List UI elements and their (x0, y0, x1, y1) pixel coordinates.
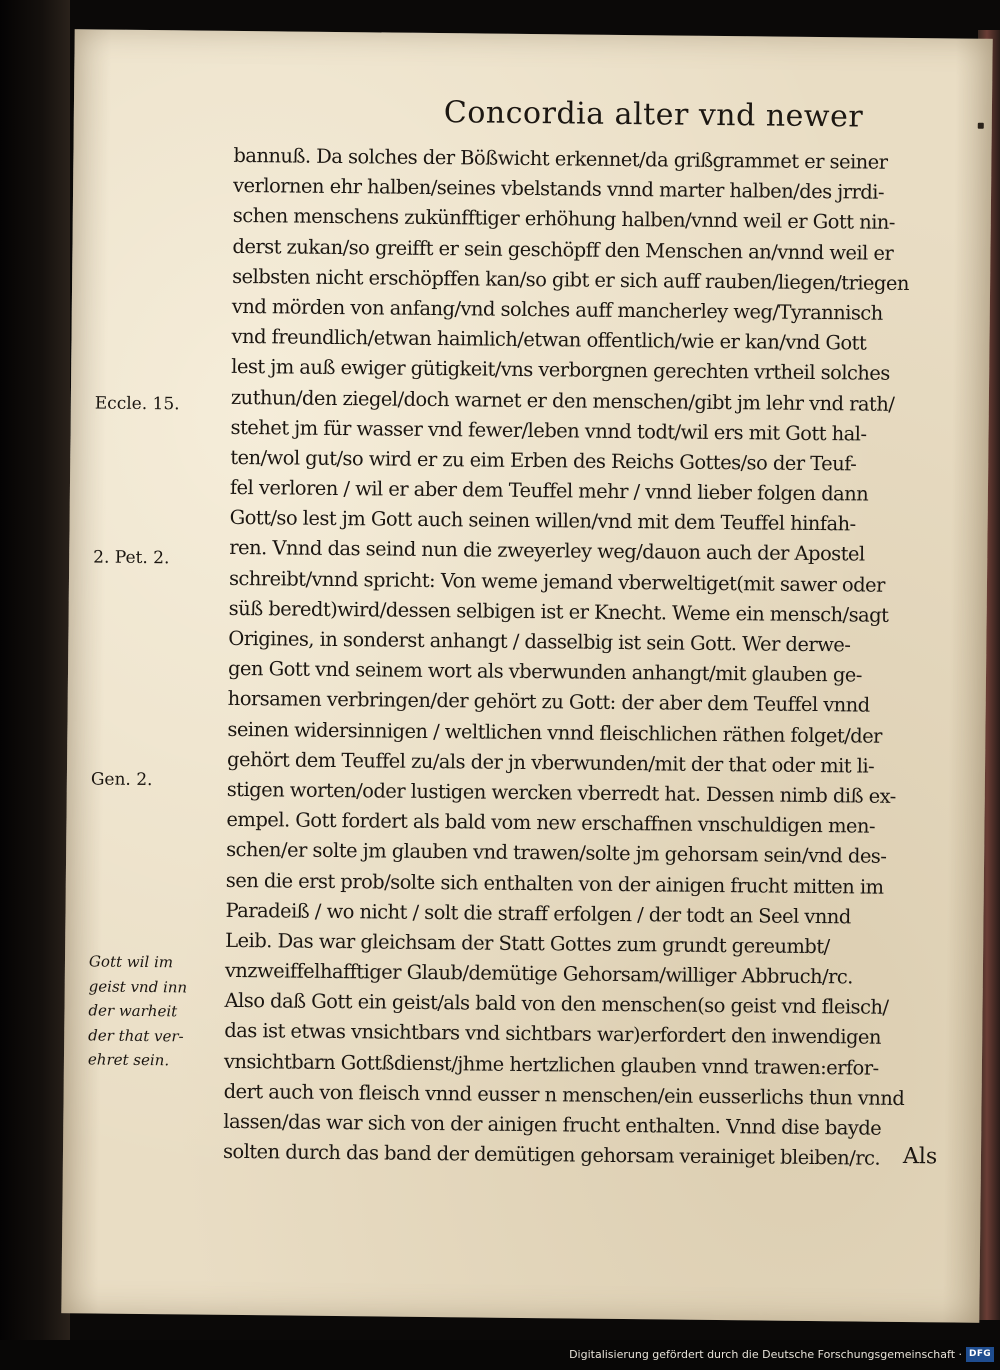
funding-notice: Digitalisierung gefördert durch die Deutsche Forschungsgemeinschaft · (569, 1348, 962, 1361)
text-line: Paradeiß / wo nicht / solt die straff erfolgen / der todt an Seel vnnd (225, 898, 851, 929)
text-line: empel. Gott fordert als bald vom new erschaffnen vnschuldigen men- (226, 807, 876, 838)
footer-bar (0, 1340, 1000, 1370)
text-line: vnd freundlich/etwan haimlich/etwan offentlich/wie er kan/vnd Gott (231, 325, 867, 355)
text-line: seinen widersinnigen / weltlichen vnnd fleischlichen räthen folget/der (227, 717, 883, 748)
text-line: Gott/so lest jm Gott auch seinen willen/vnd mit dem Teuffel hinfah- (229, 506, 856, 536)
marginal-line: Gott wil im (88, 952, 174, 972)
text-line: vnd mörden von anfang/vnd solches auff mancherley weg/Tyrannisch (231, 294, 883, 325)
text-line: vnzweiffelhafftiger Glaub/demütige Gehorsam/williger Abbruch/rc. (224, 958, 854, 989)
text-line: selbsten nicht erschöpffen kan/so gibt er sich auff rauben/liegen/triegen (232, 264, 910, 295)
text-line: das ist etwas vnsichtbars vnd sichtbars war)erfordert den inwendigen (224, 1019, 882, 1050)
text-line: gehört dem Teuffel zu/als der jn vberwunden/mit der that oder mit li- (226, 747, 875, 778)
text-line: fel verloren / wil er aber dem Teuffel mehr / vnnd lieber folgen dann (229, 475, 869, 506)
marginal-note-gott (88, 949, 219, 1073)
text-line: zuthun/den ziegel/doch warnet er den menschen/gibt jm lehr vnd rath/ (230, 385, 895, 416)
marginal-line: ehret sein. (87, 1050, 170, 1070)
marginal-line: geist vnd inn (88, 976, 188, 996)
text-line: Leib. Das war gleichsam der Statt Gottes zum grundt gereumbt/ (225, 928, 830, 959)
text-line: ten/wol gut/so wird er zu eim Erben des Reichs Gottes/so der Teuf- (230, 445, 857, 476)
marginal-note-gen: Gen. 2. (90, 769, 153, 791)
text-line: schreibt/vnnd spricht: Von weme jemand vberweltiget(mit sawer oder (228, 566, 886, 597)
text-line: Also daß Gott ein geist/als bald von den menschen(so geist vnd fleisch/ (224, 989, 889, 1020)
ink-mark (978, 123, 984, 129)
marginal-note-eccle: Eccle. 15. (94, 393, 180, 415)
text-line: stigen worten/oder lustigen wercken vberredt hat. Dessen nimb diß ex- (226, 777, 896, 808)
text-line: stehet jm für wasser vnd fewer/leben vnnd todt/wil ers mit Gott hal- (230, 415, 867, 446)
text-line: dert auch von fleisch vnnd eusser n menschen/ein eusserlichs thun vnnd (223, 1079, 905, 1110)
body-text (223, 141, 974, 1175)
text-line: verlornen ehr halben/seines vbelstands vnnd marter halben/des jrrdi- (232, 174, 885, 204)
text-line: horsamen verbringen/der gehört zu Gott: der aber dem Teuffel vnnd (227, 687, 870, 717)
text-line: ren. Vnnd das seind nun die zweyerley weg/dauon auch der Apostel (229, 536, 865, 566)
marginal-line: der that ver- (88, 1025, 184, 1045)
catchword: Als (902, 1143, 938, 1170)
text-line: süß beredt)wird/dessen selbigen ist er Knecht. Weme ein mensch/sagt (228, 596, 889, 627)
text-line: derst zukan/so greifft er sein geschöpff den Menschen an/vnnd weil er (232, 234, 894, 265)
text-line: solten durch das band der demütigen gehorsam verainiget bleiben/rc. (222, 1140, 881, 1170)
text-line: Origines, in sonderst anhangt / dasselbig ist sein Gott. Wer derwe- (228, 626, 851, 657)
marginal-line: der warheit (88, 1001, 178, 1021)
text-line: gen Gott vnd seinem wort als vberwunden anhangt/mit glauben ge- (227, 657, 862, 687)
text-line: lassen/das war sich von der ainigen frucht enthalten. Vnnd dise bayde (223, 1109, 882, 1140)
marginal-note-pet: 2. Pet. 2. (93, 547, 170, 569)
text-line: schen/er solte jm glauben vnd trawen/solte jm gehorsam sein/vnd des- (226, 838, 887, 869)
text-line: schen menschens zukünfftiger erhöhung halben/vnnd weil er Gott nin- (232, 204, 896, 235)
text-line: sen die erst prob/solte sich enthalten von der ainigen frucht mitten im (225, 868, 884, 899)
running-head: Concordia alter vnd newer (443, 95, 864, 135)
text-line: vnsichtbarn Gottßdienst/jhme hertzlichen glauben vnnd trawen:erfor- (223, 1049, 879, 1080)
dfg-logo: DFG (966, 1347, 994, 1362)
book-page (61, 29, 992, 1323)
book-binding (0, 0, 70, 1340)
text-line: lest jm auß ewiger gütigkeit/vns verborgnen gerechten vrtheil solches (231, 355, 890, 386)
text-line: bannuß. Da solches der Bößwicht erkennet/da grißgrammet er seiner (233, 143, 888, 174)
